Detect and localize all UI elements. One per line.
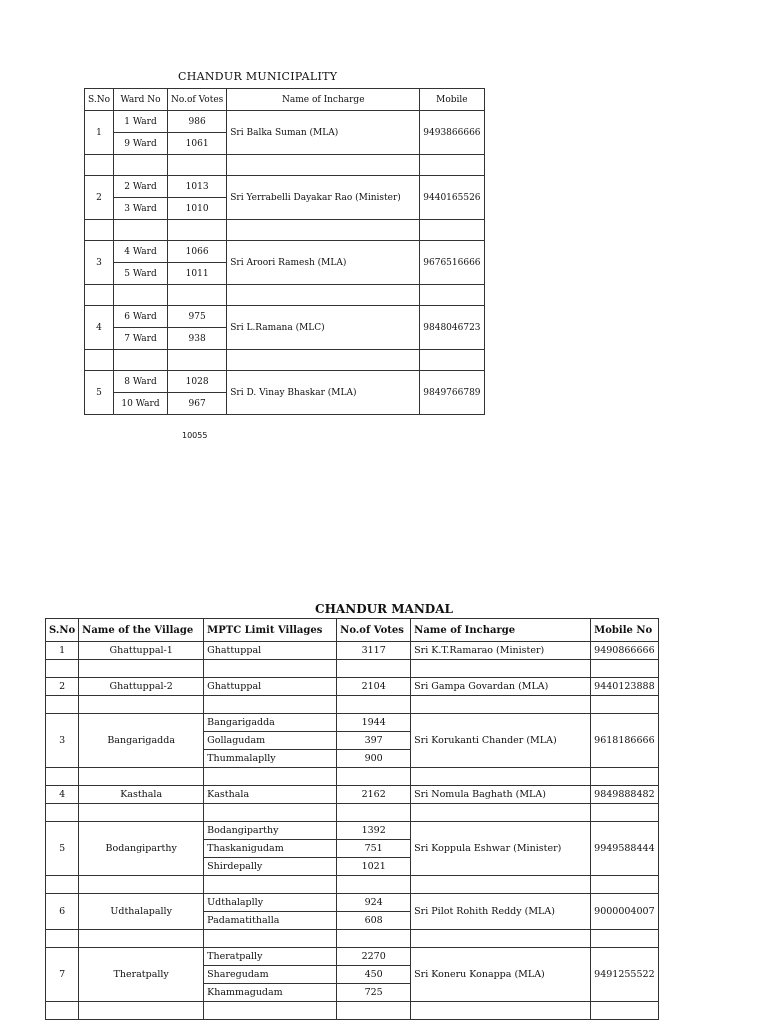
spacer-row bbox=[85, 350, 485, 371]
empty-cell bbox=[227, 220, 420, 241]
votes-cell: 924 bbox=[337, 894, 411, 912]
empty-cell bbox=[79, 696, 204, 714]
votes-cell: 1010 bbox=[168, 198, 227, 220]
mptc-village-cell: Khammagudam bbox=[204, 984, 337, 1002]
votes-cell: 975 bbox=[168, 306, 227, 328]
incharge-cell: Sri Yerrabelli Dayakar Rao (Minister) bbox=[227, 176, 420, 220]
mobile-cell: 9493866666 bbox=[420, 111, 484, 155]
mptc-village-cell: Theratpally bbox=[204, 948, 337, 966]
village-cell: Kasthala bbox=[79, 786, 204, 804]
empty-cell bbox=[46, 1002, 79, 1020]
ward-cell: 3 Ward bbox=[114, 198, 168, 220]
votes-cell: 608 bbox=[337, 912, 411, 930]
header-incharge: Name of Incharge bbox=[411, 619, 591, 642]
mobile-cell: 9440165526 bbox=[420, 176, 484, 220]
spacer-row bbox=[46, 768, 659, 786]
empty-cell bbox=[168, 350, 227, 371]
incharge-cell: Sri Balka Suman (MLA) bbox=[227, 111, 420, 155]
empty-cell bbox=[204, 876, 337, 894]
empty-cell bbox=[46, 876, 79, 894]
empty-cell bbox=[79, 804, 204, 822]
empty-cell bbox=[420, 155, 484, 176]
empty-cell bbox=[337, 930, 411, 948]
empty-cell bbox=[591, 876, 658, 894]
empty-cell bbox=[591, 696, 658, 714]
empty-cell bbox=[420, 285, 484, 306]
empty-cell bbox=[168, 285, 227, 306]
incharge-cell: Sri Gampa Govardan (MLA) bbox=[411, 678, 591, 696]
empty-cell bbox=[46, 768, 79, 786]
empty-cell bbox=[114, 285, 168, 306]
table-row bbox=[46, 786, 659, 804]
incharge-cell: Sri Nomula Baghath (MLA) bbox=[411, 786, 591, 804]
ward-cell: 6 Ward bbox=[114, 306, 168, 328]
empty-cell bbox=[411, 768, 591, 786]
header-votes: No.of Votes bbox=[168, 89, 227, 111]
empty-cell bbox=[591, 768, 658, 786]
empty-cell bbox=[411, 876, 591, 894]
mandal-table bbox=[45, 618, 659, 1020]
empty-cell bbox=[420, 220, 484, 241]
header-sno: S.No bbox=[46, 619, 79, 642]
spacer-row bbox=[46, 876, 659, 894]
ward-cell: 8 Ward bbox=[114, 371, 168, 393]
empty-cell bbox=[204, 768, 337, 786]
spacer-row bbox=[46, 660, 659, 678]
table-row bbox=[46, 714, 659, 732]
village-cell: Bodangiparthy bbox=[79, 822, 204, 876]
empty-cell bbox=[85, 350, 114, 371]
empty-cell bbox=[337, 804, 411, 822]
votes-cell: 1021 bbox=[337, 858, 411, 876]
mptc-village-cell: Shirdepally bbox=[204, 858, 337, 876]
total-votes: 10055 bbox=[182, 431, 208, 440]
mobile-cell: 9949588444 bbox=[591, 822, 658, 876]
empty-cell bbox=[85, 155, 114, 176]
header-incharge: Name of Incharge bbox=[227, 89, 420, 111]
empty-cell bbox=[337, 876, 411, 894]
spacer-row bbox=[46, 696, 659, 714]
sno-cell: 6 bbox=[46, 894, 79, 930]
mobile-cell: 9618186666 bbox=[591, 714, 658, 768]
empty-cell bbox=[227, 155, 420, 176]
empty-cell bbox=[411, 930, 591, 948]
empty-cell bbox=[204, 930, 337, 948]
empty-cell bbox=[591, 804, 658, 822]
votes-cell: 986 bbox=[168, 111, 227, 133]
mobile-cell: 9000004007 bbox=[591, 894, 658, 930]
empty-cell bbox=[591, 660, 658, 678]
incharge-cell: Sri Pilot Rohith Reddy (MLA) bbox=[411, 894, 591, 930]
village-cell: Ghattuppal-1 bbox=[79, 642, 204, 660]
mptc-village-cell: Ghattuppal bbox=[204, 678, 337, 696]
village-cell: Bangarigadda bbox=[79, 714, 204, 768]
village-cell: Theratpally bbox=[79, 948, 204, 1002]
mptc-village-cell: Sharegudam bbox=[204, 966, 337, 984]
votes-cell: 1392 bbox=[337, 822, 411, 840]
empty-cell bbox=[46, 930, 79, 948]
spacer-row bbox=[46, 1002, 659, 1020]
empty-cell bbox=[114, 220, 168, 241]
empty-cell bbox=[337, 660, 411, 678]
ward-cell: 2 Ward bbox=[114, 176, 168, 198]
mobile-cell: 9849766789 bbox=[420, 371, 484, 415]
votes-cell: 1011 bbox=[168, 263, 227, 285]
header-mptc-villages: MPTC Limit Villages bbox=[204, 619, 337, 642]
votes-cell: 2162 bbox=[337, 786, 411, 804]
empty-cell bbox=[420, 350, 484, 371]
municipality-title: CHANDUR MUNICIPALITY bbox=[178, 70, 338, 83]
mptc-village-cell: Padamatithalla bbox=[204, 912, 337, 930]
votes-cell: 967 bbox=[168, 393, 227, 415]
empty-cell bbox=[79, 930, 204, 948]
mandal-title: CHANDUR MANDAL bbox=[315, 602, 453, 616]
mobile-cell: 9849888482 bbox=[591, 786, 658, 804]
votes-cell: 900 bbox=[337, 750, 411, 768]
header-mobile: Mobile No bbox=[591, 619, 658, 642]
sno-cell: 3 bbox=[46, 714, 79, 768]
empty-cell bbox=[46, 660, 79, 678]
header-votes: No.of Votes bbox=[337, 619, 411, 642]
empty-cell bbox=[204, 696, 337, 714]
header-sno: S.No bbox=[85, 89, 114, 111]
empty-cell bbox=[591, 930, 658, 948]
sno-cell: 1 bbox=[46, 642, 79, 660]
table-row bbox=[85, 176, 485, 198]
sno-cell: 1 bbox=[85, 111, 114, 155]
empty-cell bbox=[411, 660, 591, 678]
empty-cell bbox=[411, 804, 591, 822]
sno-cell: 5 bbox=[85, 371, 114, 415]
incharge-cell: Sri Aroori Ramesh (MLA) bbox=[227, 241, 420, 285]
incharge-cell: Sri K.T.Ramarao (Minister) bbox=[411, 642, 591, 660]
table-header-row bbox=[85, 89, 485, 111]
table-row bbox=[85, 241, 485, 263]
mptc-village-cell: Udthalaplly bbox=[204, 894, 337, 912]
empty-cell bbox=[168, 155, 227, 176]
table-row bbox=[85, 306, 485, 328]
header-village: Name of the Village bbox=[79, 619, 204, 642]
votes-cell: 450 bbox=[337, 966, 411, 984]
empty-cell bbox=[114, 155, 168, 176]
empty-cell bbox=[591, 1002, 658, 1020]
table-row bbox=[46, 642, 659, 660]
incharge-cell: Sri Koppula Eshwar (Minister) bbox=[411, 822, 591, 876]
ward-cell: 4 Ward bbox=[114, 241, 168, 263]
mptc-village-cell: Bangarigadda bbox=[204, 714, 337, 732]
empty-cell bbox=[114, 350, 168, 371]
village-cell: Ghattuppal-2 bbox=[79, 678, 204, 696]
empty-cell bbox=[79, 660, 204, 678]
spacer-row bbox=[85, 155, 485, 176]
empty-cell bbox=[337, 1002, 411, 1020]
mptc-village-cell: Bodangiparthy bbox=[204, 822, 337, 840]
empty-cell bbox=[204, 660, 337, 678]
empty-cell bbox=[227, 285, 420, 306]
table-row bbox=[85, 371, 485, 393]
incharge-cell: Sri L.Ramana (MLC) bbox=[227, 306, 420, 350]
header-mobile: Mobile bbox=[420, 89, 484, 111]
votes-cell: 1028 bbox=[168, 371, 227, 393]
ward-cell: 1 Ward bbox=[114, 111, 168, 133]
sno-cell: 2 bbox=[46, 678, 79, 696]
empty-cell bbox=[204, 804, 337, 822]
table-row bbox=[46, 822, 659, 840]
empty-cell bbox=[337, 768, 411, 786]
empty-cell bbox=[46, 696, 79, 714]
mptc-village-cell: Thummalaplly bbox=[204, 750, 337, 768]
mobile-cell: 9490866666 bbox=[591, 642, 658, 660]
empty-cell bbox=[79, 768, 204, 786]
votes-cell: 725 bbox=[337, 984, 411, 1002]
ward-cell: 7 Ward bbox=[114, 328, 168, 350]
mobile-cell: 9440123888 bbox=[591, 678, 658, 696]
table-row bbox=[46, 678, 659, 696]
votes-cell: 751 bbox=[337, 840, 411, 858]
empty-cell bbox=[337, 696, 411, 714]
empty-cell bbox=[411, 1002, 591, 1020]
empty-cell bbox=[46, 804, 79, 822]
votes-cell: 397 bbox=[337, 732, 411, 750]
sno-cell: 5 bbox=[46, 822, 79, 876]
sno-cell: 4 bbox=[85, 306, 114, 350]
table-row bbox=[46, 894, 659, 912]
village-cell: Udthalapally bbox=[79, 894, 204, 930]
mobile-cell: 9848046723 bbox=[420, 306, 484, 350]
spacer-row bbox=[46, 930, 659, 948]
ward-cell: 5 Ward bbox=[114, 263, 168, 285]
votes-cell: 1013 bbox=[168, 176, 227, 198]
incharge-cell: Sri D. Vinay Bhaskar (MLA) bbox=[227, 371, 420, 415]
votes-cell: 2104 bbox=[337, 678, 411, 696]
spacer-row bbox=[46, 804, 659, 822]
empty-cell bbox=[204, 1002, 337, 1020]
incharge-cell: Sri Koneru Konappa (MLA) bbox=[411, 948, 591, 1002]
table-row bbox=[46, 948, 659, 966]
sno-cell: 4 bbox=[46, 786, 79, 804]
mptc-village-cell: Kasthala bbox=[204, 786, 337, 804]
votes-cell: 1944 bbox=[337, 714, 411, 732]
mobile-cell: 9676516666 bbox=[420, 241, 484, 285]
mptc-village-cell: Ghattuppal bbox=[204, 642, 337, 660]
votes-cell: 1066 bbox=[168, 241, 227, 263]
votes-cell: 3117 bbox=[337, 642, 411, 660]
empty-cell bbox=[411, 696, 591, 714]
empty-cell bbox=[168, 220, 227, 241]
table-row bbox=[85, 111, 485, 133]
empty-cell bbox=[85, 220, 114, 241]
empty-cell bbox=[227, 350, 420, 371]
municipality-table bbox=[84, 88, 485, 415]
votes-cell: 2270 bbox=[337, 948, 411, 966]
spacer-row bbox=[85, 285, 485, 306]
ward-cell: 10 Ward bbox=[114, 393, 168, 415]
sno-cell: 7 bbox=[46, 948, 79, 1002]
empty-cell bbox=[79, 1002, 204, 1020]
mobile-cell: 9491255522 bbox=[591, 948, 658, 1002]
votes-cell: 938 bbox=[168, 328, 227, 350]
spacer-row bbox=[85, 220, 485, 241]
empty-cell bbox=[85, 285, 114, 306]
incharge-cell: Sri Korukanti Chander (MLA) bbox=[411, 714, 591, 768]
sno-cell: 3 bbox=[85, 241, 114, 285]
table-header-row bbox=[46, 619, 659, 642]
sno-cell: 2 bbox=[85, 176, 114, 220]
mptc-village-cell: Thaskanigudam bbox=[204, 840, 337, 858]
header-ward-no: Ward No bbox=[114, 89, 168, 111]
mptc-village-cell: Gollagudam bbox=[204, 732, 337, 750]
votes-cell: 1061 bbox=[168, 133, 227, 155]
empty-cell bbox=[79, 876, 204, 894]
ward-cell: 9 Ward bbox=[114, 133, 168, 155]
